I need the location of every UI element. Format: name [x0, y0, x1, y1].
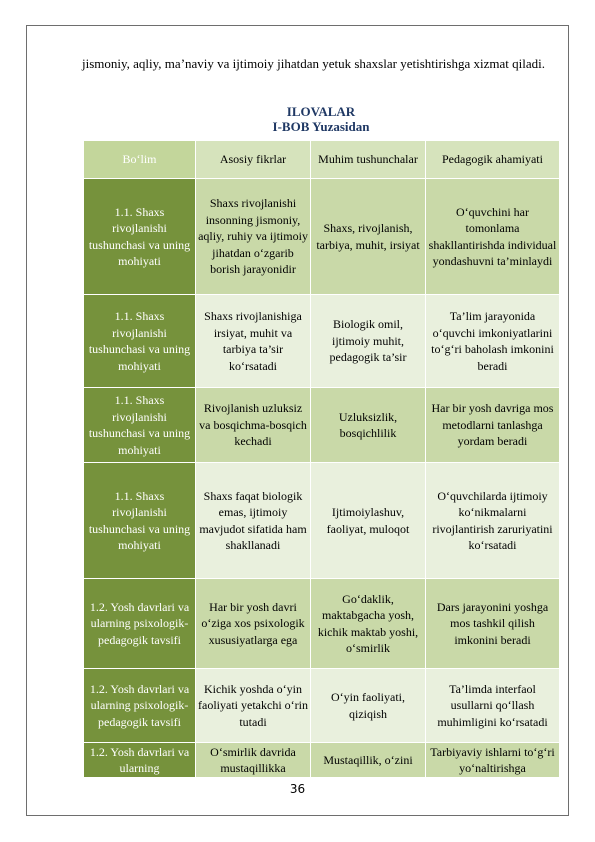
row-idea: Shaxs rivojlanishi insonning jismoniy, aqliy, ruhiy va ijtimoiy jihatdan o‘zgarib borish jarayonidir — [196, 179, 311, 295]
table-row — [84, 669, 560, 743]
row-value: O‘quvchini har tomonlama shakllantirishda individual yondashuvni ta’minlaydi — [426, 179, 560, 295]
appendix-heading — [82, 104, 560, 134]
row-value: O‘quvchilarda ijtimoiy ko‘nikmalarni rivojlantirish zaruriyatini ko‘rsatadi — [426, 463, 560, 579]
row-concepts: Biologik omil, ijtimoiy muhit, pedagogik ta’sir — [311, 295, 426, 388]
row-idea: Shaxs faqat biologik emas, ijtimoiy mavjudot sifatida ham shakllanadi — [196, 463, 311, 579]
heading-subtitle: I-BOB Yuzasidan — [272, 119, 370, 134]
row-section: 1.2. Yosh davrlari va ularning psixologik-pedagogik tavsifi — [84, 669, 196, 743]
header-key-concepts: Muhim tushunchalar — [311, 141, 426, 179]
intro-paragraph: jismoniy, aqliy, ma’naviy va ijtimoiy jihatdan yetuk shaxslar yetishtirishga xizmat qiladi. — [82, 56, 545, 71]
row-concepts: O‘yin faoliyati, qiziqish — [311, 669, 426, 743]
table-header-row — [84, 141, 560, 179]
header-main-ideas: Asosiy fikrlar — [196, 141, 311, 179]
row-concepts: Uzluksizlik, bosqichlilik — [311, 388, 426, 463]
header-section: Bo‘lim — [84, 141, 196, 179]
table-row — [84, 179, 560, 295]
header-pedagogical-value: Pedagogik ahamiyati — [426, 141, 560, 179]
row-concepts: Go‘daklik, maktabgacha yosh, kichik maktab yoshi, o‘smirlik — [311, 579, 426, 669]
summary-table — [83, 140, 560, 778]
row-idea: O‘smirlik davrida mustaqillikka — [196, 743, 311, 778]
row-value: Ta’lim jarayonida o‘quvchi imkoniyatlarini to‘g‘ri baholash imkonini beradi — [426, 295, 560, 388]
row-value: Tarbiyaviy ishlarni to‘g‘ri yo‘naltirishga — [426, 743, 560, 778]
row-concepts: Ijtimoiylashuv, faoliyat, muloqot — [311, 463, 426, 579]
table-row — [84, 743, 560, 778]
row-value: Dars jarayonini yoshga mos tashkil qilish imkonini beradi — [426, 579, 560, 669]
row-idea: Shaxs rivojlanishiga irsiyat, muhit va tarbiya ta’sir ko‘rsatadi — [196, 295, 311, 388]
row-concepts: Shaxs, rivojlanish, tarbiya, muhit, irsiyat — [311, 179, 426, 295]
row-section: 1.1. Shaxs rivojlanishi tushunchasi va uning mohiyati — [84, 179, 196, 295]
table-row — [84, 579, 560, 669]
row-idea: Har bir yosh davri o‘ziga xos psixologik xususiyatlarga ega — [196, 579, 311, 669]
row-idea: Rivojlanish uzluksiz va bosqichma-bosqich kechadi — [196, 388, 311, 463]
row-section: 1.1. Shaxs rivojlanishi tushunchasi va uning mohiyati — [84, 463, 196, 579]
row-value: Ta’limda interfaol usullarni qo‘llash muhimligini ko‘rsatadi — [426, 669, 560, 743]
row-concepts: Mustaqillik, o‘zini — [311, 743, 426, 778]
table-row — [84, 295, 560, 388]
row-section: 1.1. Shaxs rivojlanishi tushunchasi va uning mohiyati — [84, 295, 196, 388]
row-idea: Kichik yoshda o‘yin faoliyati yetakchi o‘rin tutadi — [196, 669, 311, 743]
row-section: 1.1. Shaxs rivojlanishi tushunchasi va uning mohiyati — [84, 388, 196, 463]
table-row — [84, 388, 560, 463]
table-row — [84, 463, 560, 579]
row-value: Har bir yosh davriga mos metodlarni tanlashga yordam beradi — [426, 388, 560, 463]
row-section: 1.2. Yosh davrlari va ularning — [84, 743, 196, 778]
row-section: 1.2. Yosh davrlari va ularning psixologik-pedagogik tavsifi — [84, 579, 196, 669]
heading-title: ILOVALAR — [286, 104, 356, 119]
page-number: 36 — [289, 782, 306, 796]
